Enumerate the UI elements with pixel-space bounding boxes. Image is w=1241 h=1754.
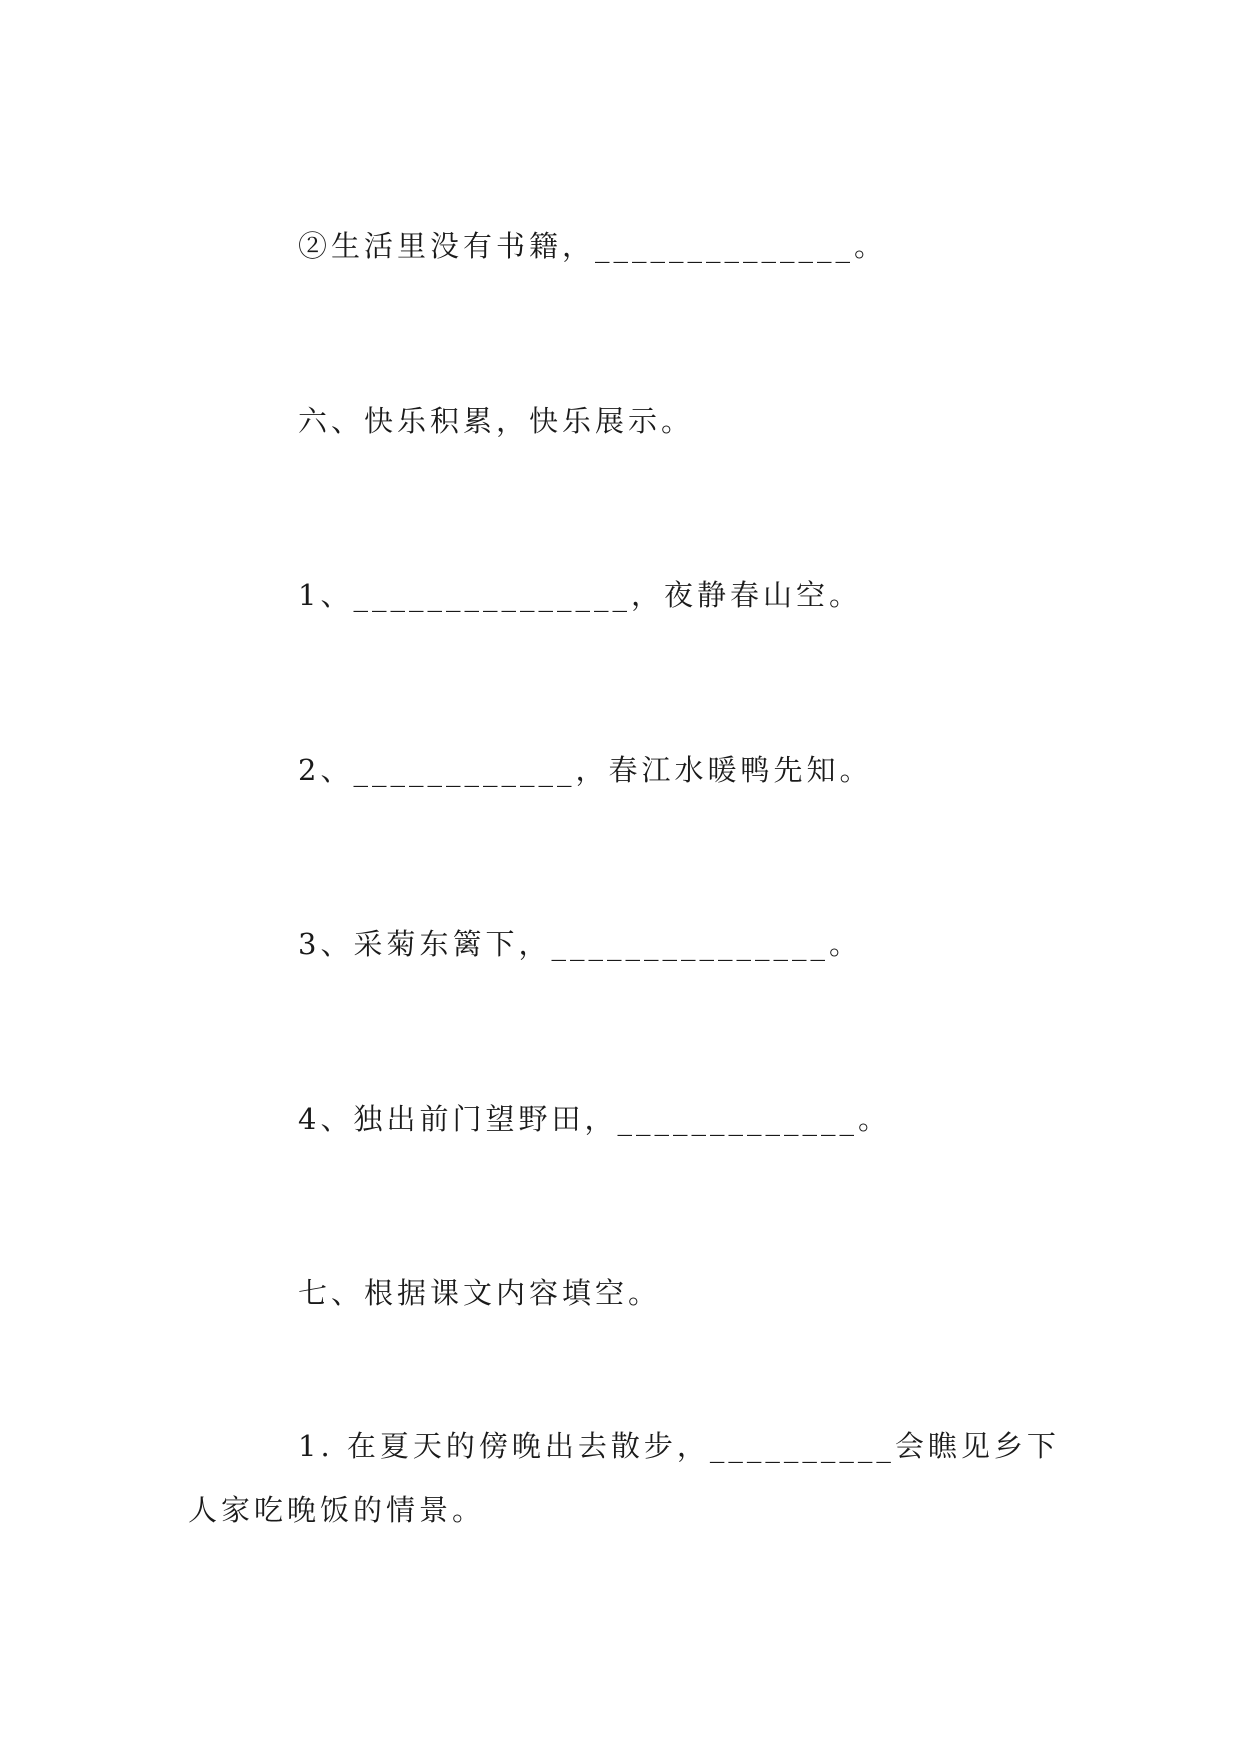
section-six-heading: 六、快乐积累，快乐展示。 (298, 404, 695, 438)
fill-in-paragraph-1: 1. 在夏天的傍晚出去散步，__________会瞧见乡下人家吃晚饭的情景。 (188, 1429, 1060, 1527)
poem-question-3: 3、采菊东篱下，_______________。 (298, 927, 862, 961)
poem-question-2: 2、____________，春江水暖鸭先知。 (298, 753, 873, 787)
fill-blank-line-2: ②生活里没有书籍，______________。 (298, 229, 888, 263)
poem-question-1: 1、_______________，夜静春山空。 (298, 578, 862, 612)
section-seven-heading: 七、根据课文内容填空。 (298, 1276, 662, 1310)
poem-question-4: 4、独出前门望野田，_____________。 (298, 1102, 891, 1136)
